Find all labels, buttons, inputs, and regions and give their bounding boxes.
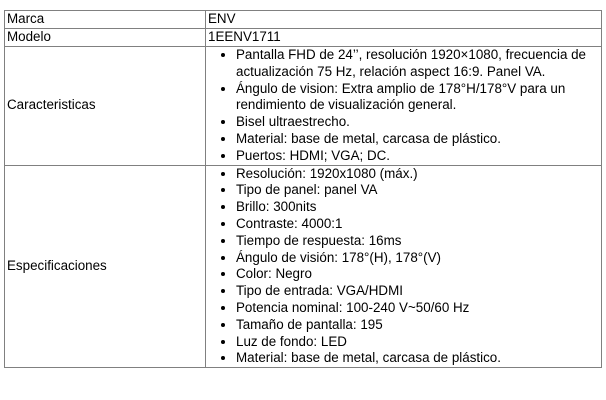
list-item: • Contraste: 4000:1: [236, 216, 599, 233]
list-item: • Tamaño de pantalla: 195: [236, 317, 599, 334]
list-item: • Brillo: 300nits: [236, 199, 599, 216]
row-label-caracteristicas: Caracteristicas: [5, 47, 206, 166]
table-row-especificaciones: [5, 165, 602, 368]
row-label-marca: Marca: [5, 11, 206, 29]
list-item: • Potencia nominal: 100-240 V~50/60 Hz: [236, 300, 599, 317]
list-item: • Color: Negro: [236, 266, 599, 283]
caracteristicas-cell: [206, 47, 602, 166]
list-item: • Tiempo de respuesta: 16ms: [236, 233, 599, 250]
list-item: • Material: base de metal, carcasa de plástico.: [236, 131, 599, 148]
row-value-modelo: 1EENV1711: [206, 29, 602, 47]
especificaciones-list: [208, 166, 599, 368]
list-item: • Material: base de metal, carcasa de plástico.: [236, 350, 599, 367]
table-row-marca: [5, 11, 602, 29]
table-row-modelo: [5, 29, 602, 47]
list-item: • Luz de fondo: LED: [236, 334, 599, 351]
row-label-modelo: Modelo: [5, 29, 206, 47]
list-item: • Pantalla FHD de 24’’, resolución 1920×1080, frecuencia de actualización 75 Hz, relación aspect 16:9. Panel VA.: [236, 47, 599, 81]
caracteristicas-list: [208, 47, 599, 165]
especificaciones-cell: [206, 165, 602, 368]
list-item: • Ángulo de vision: Extra amplio de 178°H/178°V para un rendimiento de visualización general.: [236, 81, 599, 115]
list-item: • Tipo de entrada: VGA/HDMI: [236, 283, 599, 300]
list-item: • Ángulo de visión: 178°(H), 178°(V): [236, 250, 599, 267]
row-label-especificaciones: Especificaciones: [5, 165, 206, 368]
table-row-caracteristicas: [5, 47, 602, 166]
spec-table: [4, 10, 602, 368]
list-item: • Puertos: HDMI; VGA; DC.: [236, 148, 599, 165]
list-item: • Bisel ultraestrecho.: [236, 114, 599, 131]
row-value-marca: ENV: [206, 11, 602, 29]
list-item: • Tipo de panel: panel VA: [236, 182, 599, 199]
list-item: • Resolución: 1920x1080 (máx.): [236, 166, 599, 183]
